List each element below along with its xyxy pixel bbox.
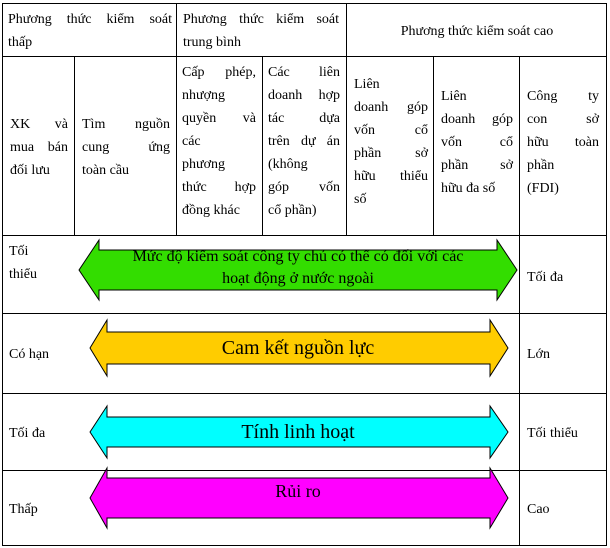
risk-low-label [9, 498, 69, 521]
row-right-text: Tối đa [527, 270, 564, 285]
mode-text-line: XK và [10, 117, 68, 132]
control-level-arrow-label [100, 246, 496, 290]
flexibility-min-label [527, 422, 603, 445]
arrow-label-line: Tính linh hoạt [241, 421, 355, 443]
row-left-line: Tối [9, 244, 29, 259]
risk-arrow-label [108, 479, 488, 503]
mode-text-line: cổ phần) [268, 203, 317, 218]
row-left-line: Tối đa [9, 426, 46, 441]
risk-high-label [527, 498, 603, 521]
row-right-text: Cao [527, 502, 550, 517]
header-low-line-2: thấp [8, 35, 33, 50]
mode-text-line: cung ứng [82, 140, 170, 155]
row-right-text: Tối thiểu [527, 426, 578, 441]
mode-text-line: các [182, 134, 201, 149]
header-low-line-1: Phương thức kiểm soát [8, 12, 172, 27]
mode-global-sourcing [82, 113, 170, 182]
mode-text-line: nhượng [182, 88, 225, 103]
mode-text-line: mua bán [10, 140, 68, 155]
mode-majority-jv [441, 85, 513, 200]
mode-licensing-franchising [182, 61, 256, 222]
mode-text-line: phần [527, 158, 555, 173]
mode-text-line: góp vốn [268, 180, 340, 195]
mode-text-line: thức hợp [182, 180, 256, 195]
mode-text-line: đối lưu [10, 163, 50, 178]
row-left-line: Có hạn [9, 347, 50, 362]
row-left-line: thiểu [9, 267, 37, 282]
mode-text-line: trên dự án [268, 134, 340, 149]
mode-project-alliances [268, 61, 340, 222]
flexibility-arrow-label [108, 419, 488, 445]
control-max-label [527, 266, 603, 289]
header-high-label: Phương thức kiểm soát cao [400, 24, 554, 39]
mode-text-line: phương [182, 157, 225, 172]
mode-text-line: hữu thiểu [354, 169, 428, 184]
mode-text-line: vốn cổ [441, 135, 513, 150]
flexibility-max-label [9, 422, 69, 445]
mode-text-line: vốn cổ [354, 123, 428, 138]
arrow-label-line: Rủi ro [275, 481, 321, 501]
mode-text-line: con sở [527, 112, 599, 127]
mode-text-line: Cấp phép, [182, 65, 256, 80]
mode-text-line: Liên [441, 89, 467, 104]
control-min-label [9, 240, 69, 286]
mode-wholly-owned-subsidiary [527, 85, 599, 200]
mode-text-line: Các liên [268, 65, 340, 80]
mode-text-line: toàn cầu [82, 163, 130, 178]
mode-text-line: (FDI) [527, 181, 559, 196]
mode-text-line: tác dựa [268, 111, 340, 126]
mode-text-line: Tìm nguồn [82, 117, 170, 132]
header-low-control [8, 8, 172, 54]
mode-text-line: doanh hợp [268, 88, 340, 103]
row-left-line: Thấp [9, 502, 38, 517]
header-high-control [352, 20, 602, 43]
resource-limited-label [9, 343, 69, 366]
arrow-label-line: Mức độ kiểm soát công ty chủ có thể có đối với các [132, 248, 464, 265]
mode-text-line: phần sở [441, 158, 513, 173]
mode-text-line: hữu đa số [441, 181, 496, 196]
row-right-text: Lớn [527, 347, 550, 362]
mode-text-line: Liên [354, 77, 380, 92]
mode-text-line: đồng khác [182, 203, 240, 218]
mode-text-line: doanh góp [441, 112, 513, 127]
arrow-label-line: hoạt động ở nước ngoài [222, 270, 374, 287]
arrow-label-line: Cam kết nguồn lực [221, 337, 375, 359]
mode-text-line: Công ty [527, 89, 599, 104]
mode-text-line: số [354, 192, 367, 207]
mode-text-line: (không [268, 157, 308, 172]
mode-text-line: phần sở [354, 146, 428, 161]
mode-minority-jv [354, 73, 428, 211]
header-medium-control [183, 8, 339, 54]
mode-text-line: hữu toàn [527, 135, 599, 150]
mode-text-line: quyền và [182, 111, 256, 126]
resource-commitment-arrow-label [108, 335, 488, 361]
header-medium-line-1: Phương thức kiểm soát [183, 12, 339, 27]
mode-text-line: doanh góp [354, 100, 428, 115]
mode-export-countertrade [10, 113, 68, 182]
header-medium-line-2: trung bình [183, 35, 241, 50]
resource-large-label [527, 343, 603, 366]
